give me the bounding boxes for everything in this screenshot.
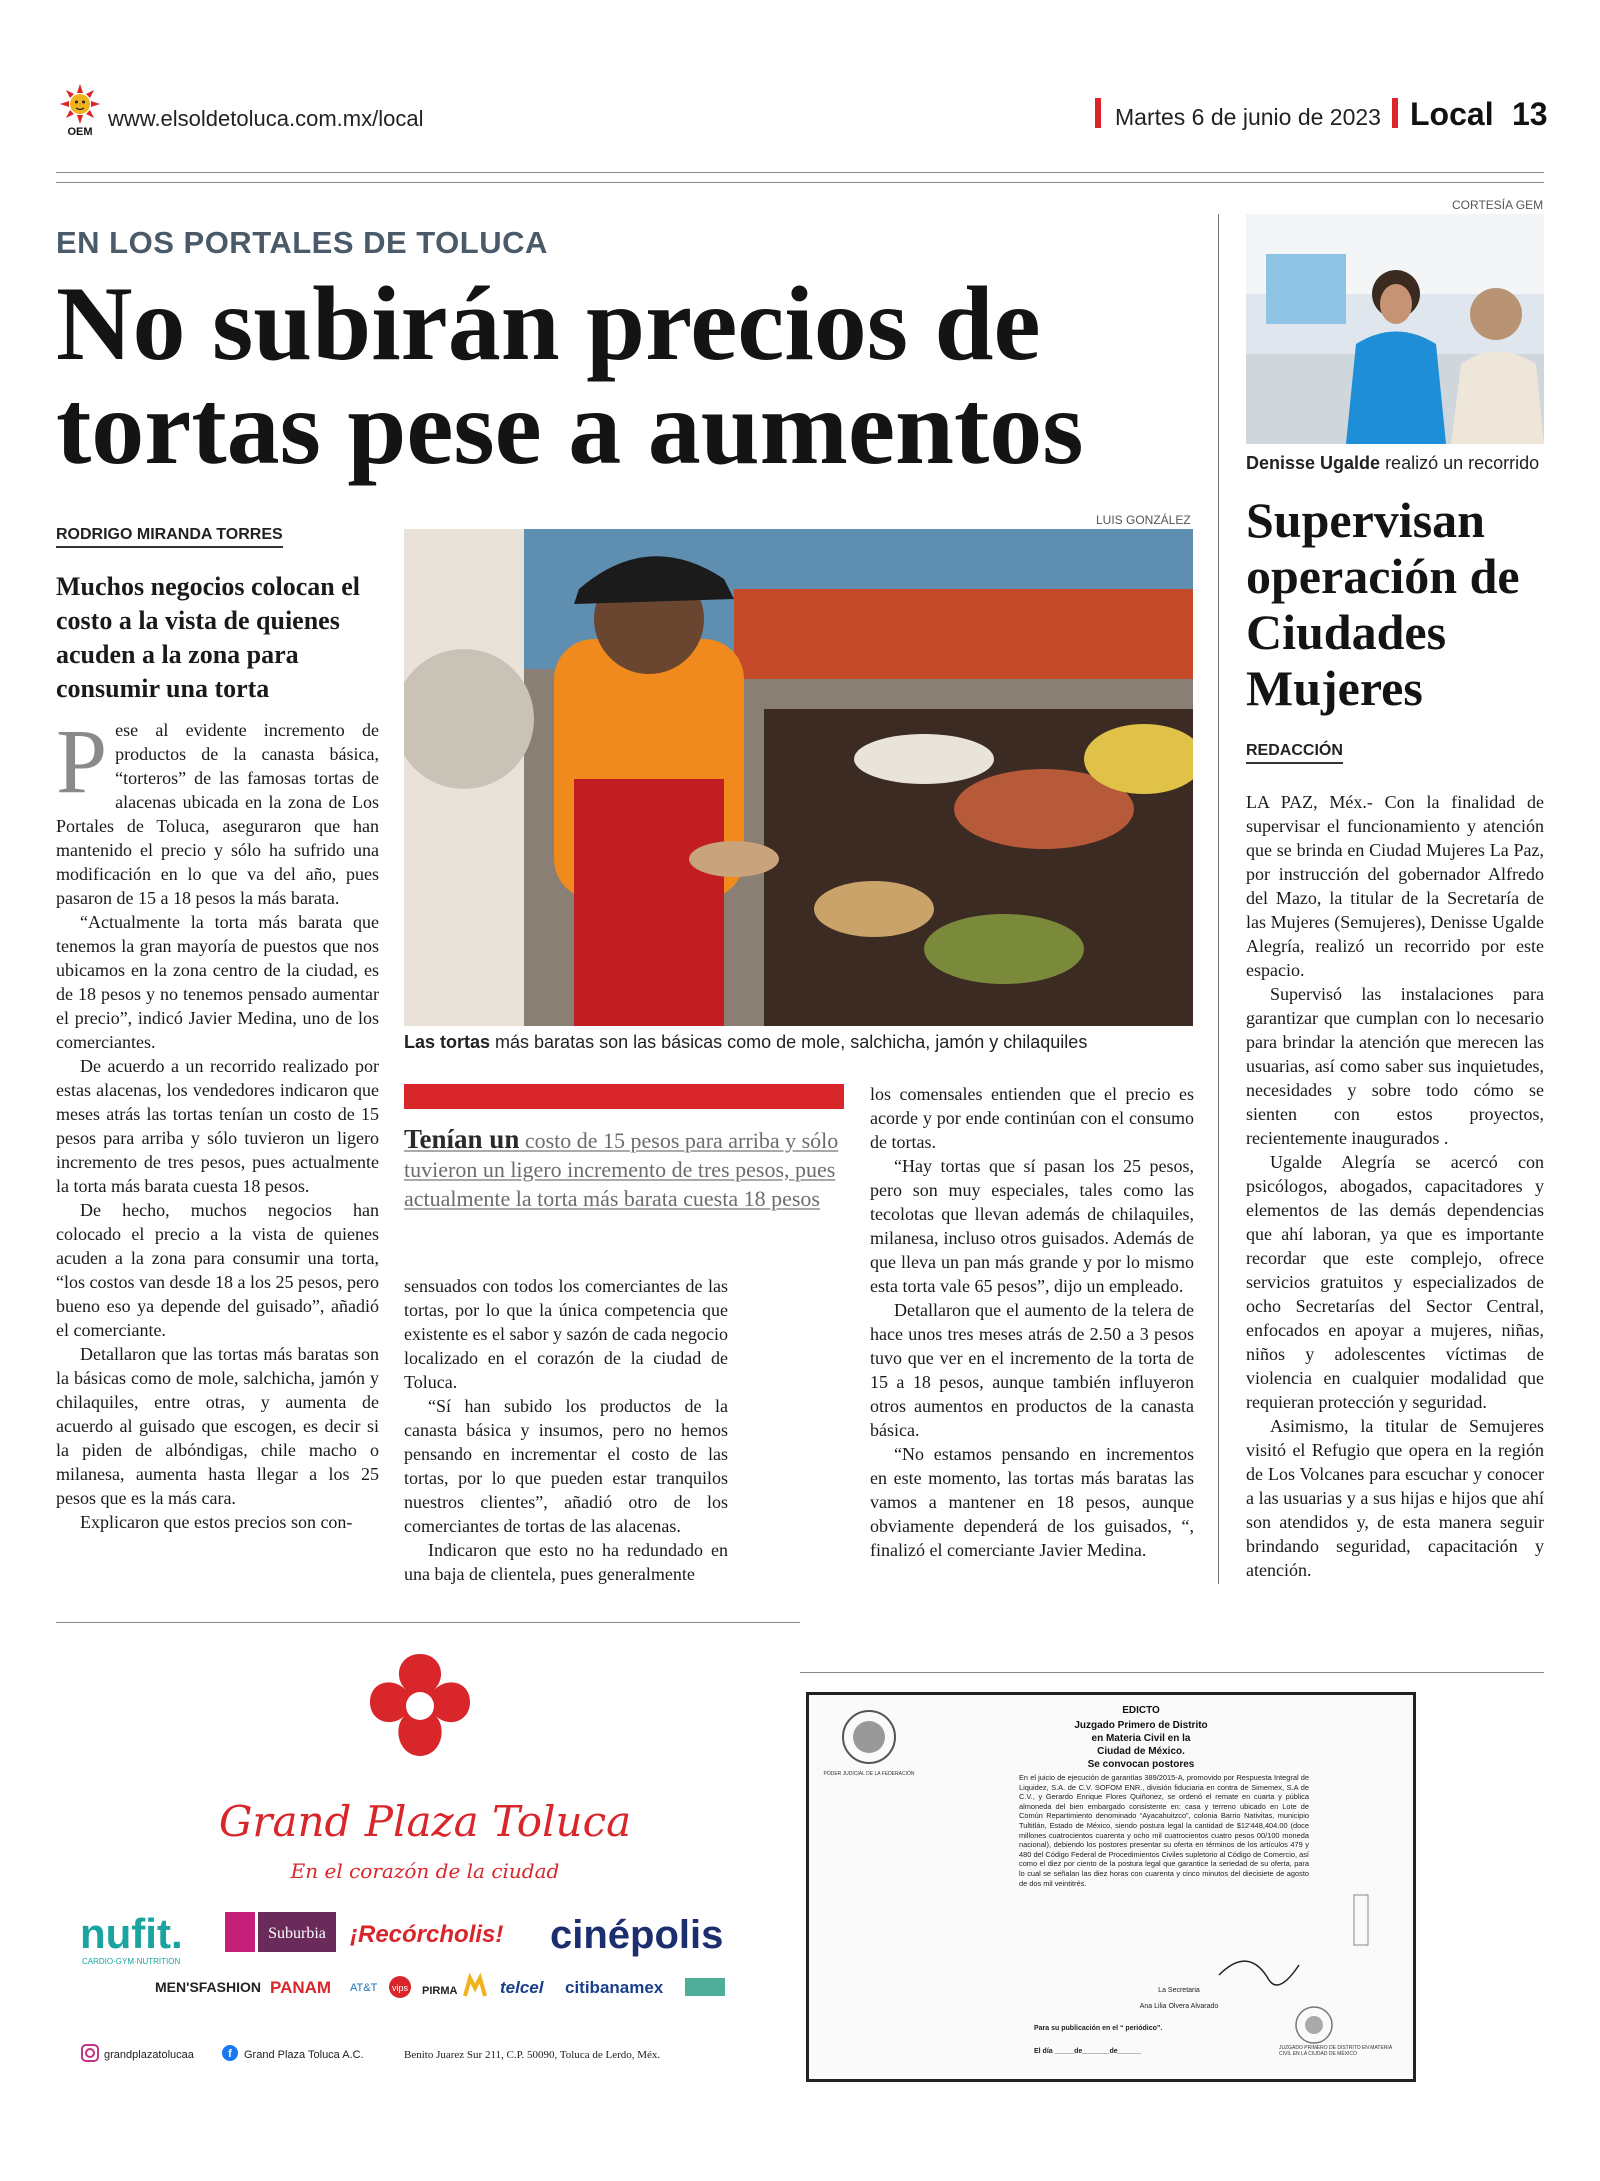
story-kicker: EN LOS PORTALES DE TOLUCA — [56, 225, 548, 260]
ad-facebook: Grand Plaza Toluca A.C. — [244, 2049, 364, 2061]
paragraph: Detallaron que el aumento de la telera de hace unos tres meses atrás de 2.50 a 3 pesos tuvo que ver en el incremento de la torta de 15 a 18 pesos, aunque también influyeron otros aumentos en productos de la canasta básica. — [870, 1300, 1194, 1440]
logo-label: OEM — [67, 126, 93, 138]
side-story-headline: Supervisan operación de Ciudades Mujeres — [1246, 492, 1520, 716]
court-line: Juzgado Primero de Distrito — [1074, 1720, 1208, 1731]
brand-cinepolis: cinépolis — [550, 1913, 724, 1957]
story-column-2 — [404, 1274, 728, 1586]
paragraph: sensuados con todos los comerciantes de las tortas, por lo que la única competencia que existente es el sabor y sazón de cada negocio localizado en el corazón de la ciudad de Toluca. — [404, 1276, 728, 1392]
story-column-1 — [56, 710, 379, 1534]
side-photo-credit: CORTESÍA GEM — [1452, 198, 1544, 212]
paragraph: Indicaron que esto no ha redundado en una baja de clientela, pues generalmente — [404, 1540, 728, 1584]
suburbia-mark — [225, 1912, 255, 1952]
site-url[interactable]: www.elsoldetoluca.com.mx/local — [108, 106, 424, 131]
paragraph: “No estamos pensando en incrementos en este momento, las tortas más baratas las vamos a mantener en 18 pesos, aunque obviamente dependerá de los guisados, “, finalizó el comerciante Javier Medina. — [870, 1444, 1194, 1560]
side-caption-text: realizó un recorrido — [1380, 453, 1540, 473]
header-rule — [56, 172, 1544, 173]
drop-cap: P — [56, 710, 108, 812]
brand-recorcholis: ¡Recórcholis! — [350, 1921, 504, 1948]
headline-line: tortas pese a aumentos — [56, 369, 1084, 486]
court-line: en Materia Civil en la — [1091, 1733, 1191, 1744]
ciudad-mujeres-photo — [1246, 214, 1544, 444]
brand-nufit-sub: CARDIO·GYM·NUTRITION — [82, 1957, 181, 1966]
paragraph: “Sí han subido los productos de la canasta básica y insumos, pero no hemos pensando en incrementar el costo de las tortas, por lo que pueden estar tranquilos nuestros clientes”, añadió otro de los comerciantes de tortas de las alacenas. — [404, 1396, 728, 1536]
paragraph: De hecho, muchos negocios han colocado el precio a la vista de quienes acuden a la zona para consumir una torta, “los costos van desde 18 a los 25 pesos, pero bueno eso ya depende del guisado”, añadió el comerciante. — [56, 1200, 379, 1340]
side-story-byline: REDACCIÓN — [1246, 742, 1343, 764]
torta-vendor-photo — [404, 529, 1193, 1026]
section-name: Local — [1410, 96, 1494, 132]
side-caption-lead: Denisse Ugalde — [1246, 453, 1381, 473]
edicto-canvas — [809, 1695, 1413, 2079]
caption-text: más baratas son las básicas como de mole, salchicha, jamón y chilaquiles — [490, 1032, 1088, 1052]
ad-mall-name: Grand Plaza Toluca — [218, 1797, 632, 1846]
side-photo-caption — [1246, 453, 1539, 474]
edicto-body: En el juicio de ejecución de garantías 389/2015-A, promovido por Respuesta Integral de Liquidez, S.A. de C.V. SOFOM ENR., división fiduciaria en contra de Simemex, S.A de C.V., y Gerardo Enrique Flores Quiñonez, se ordenó el remate en cuarta y pública almoneda del bien embargado consistente en: casa y terreno ubicado en Lote de Común Repartimiento denominado “Ayacahuitzco”, colonia Barrio Nativitas, municipio Tultitlán, Estado de México, siendo postura legal la cantidad de $12'448,404.00 (doce millones cuatrocientos cuarenta y ocho mil cuatrocientos cuatro pesos 00/100 moneda nacional), debiendo los postores presentar su oferta en términos de los artículos 479 y 480 del Código Federal de Procedimientos Civiles supletorio al Código de Comercio, así como el diez por ciento de la postura legal que garantice la seriedad de su oferta, para lo cual se señalan las diez horas con cuarenta y cinco minutos del diecisiete de agosto de dos mil veintitrés. — [1019, 1773, 1309, 1888]
date-line: El día _____de_______de______ — [1034, 2048, 1142, 2055]
brand-telcel: telcel — [500, 1978, 544, 1997]
court-line: Ciudad de México. — [1097, 1746, 1185, 1757]
story-deck: Muchos negocios colocan el costo a la vista de quienes acuden a la zona para consumir una torta — [56, 572, 361, 703]
side-story-body — [1246, 790, 1544, 1582]
ad-instagram: grandplazatolucaa — [104, 2049, 194, 2061]
paragraph: Explicaron que estos precios son con- — [80, 1512, 353, 1532]
edicto-title: EDICTO — [1122, 1705, 1160, 1716]
ad-address: Benito Juarez Sur 211, C.P. 50090, Toluca de Lerdo, Méx. — [404, 2049, 661, 2061]
edicto-notice — [806, 1692, 1416, 2082]
pullquote-text: costo de 15 pesos para arriba y sólo tuvieron un ligero incremento de tres pesos, pues actualmente la torta más barata cuesta 18 pesos — [404, 1128, 839, 1211]
facebook-icon — [222, 2045, 238, 2061]
paragraph: “Hay tortas que sí pasan los 25 pesos, pero son muy especiales, tales como las tecolotas que llevan además de chilaquiles, milanesa, incluso otros guisados. Además de que lleva un pan más grande y por lo mismo esta torta vale 65 pesos”, dijo un empleado. — [870, 1156, 1194, 1296]
brand-pirma: PIRMA — [422, 1985, 458, 1997]
paragraph: Supervisó las instalaciones para garantizar que cumplan con lo necesario para brindar la atención que merecen las usuarias, así como saber sus inquietudes, necesidades y sobre todo cómo se sienten con estos proyectos, recientemente inaugurados . — [1246, 984, 1544, 1148]
paragraph: los comensales entienden que el precio es acorde y por ende continúan con el consumo de tortas. — [870, 1084, 1194, 1152]
paragraph: Detallaron que las tortas más baratas son la básicas como de mole, salchicha, jamón y chilaquiles, entre otras, y aumenta de acuerdo al guisado que escogen, es decir si la piden de albóndigas, chile macho o milanesa, aumenta hasta llegar a los 25 pesos que es la más cara. — [56, 1344, 379, 1508]
svg-text:f: f — [228, 2048, 232, 2060]
side-stamp — [1354, 1895, 1368, 1945]
court-line: Se convocan postores — [1087, 1759, 1195, 1770]
page-number: 13 — [1512, 96, 1548, 132]
story-byline: RODRIGO MIRANDA TORRES — [56, 526, 283, 548]
paragraph: “Actualmente la torta más barata que tenemos la gran mayoría de puestos que nos ubicamos en la zona centro de la ciudad, es de 18 pesos y no tenemos pensado aumentar el precio”, indicó Javier Medina, uno de los comerciantes. — [56, 912, 379, 1052]
publication-note: Para su publicación en el “ periódico”. — [1034, 2025, 1163, 2032]
story-headline — [56, 265, 1226, 486]
extra-brand-badge — [685, 1978, 725, 1996]
ad-top-rule — [56, 1622, 800, 1623]
paragraph: Ugalde Alegría se acercó con psicólogos, abogados, capacitadores y elementos de las demás dependencias que ahí laboran, ya que es importante recordar que este complejo, ofrece servicios gratuitos y especializados de ocho Secretarías del Sector Central, enfocados en apoyar a mujeres, niñas, niños y adolescentes víctimas de violencia en cualquier modalidad que requieran protección y seguridad. — [1246, 1152, 1544, 1412]
photo-credit: LUIS GONZÁLEZ — [1096, 513, 1191, 527]
headline-line: No subirán precios de — [56, 265, 1041, 382]
brand-panam: PANAM — [270, 1978, 332, 1997]
header-red-bar — [1392, 98, 1398, 128]
mexico-seal-icon — [843, 1711, 895, 1763]
brand-citibanamex: citibanamex — [565, 1978, 664, 1997]
caption-lead: Las tortas — [404, 1032, 491, 1052]
brand-att: AT&T — [350, 1982, 378, 1994]
ad-tagline: En el corazón de la ciudad — [290, 1859, 560, 1883]
story-column-3 — [870, 1082, 1194, 1562]
grand-plaza-ad[interactable] — [60, 1636, 790, 2091]
sign-title: La Secretaria — [1158, 1987, 1200, 1994]
paragraph: Asimismo, la titular de Semujeres visitó el Refugio que opera en la región de Los Volcanes para escuchar y conocer a las usuarias y a sus hijas e hijos que ahí son atendidos y, de esta manera seguir brindando seguridad, capacitación y atención. — [1246, 1416, 1544, 1580]
pullquote — [404, 1125, 840, 1213]
brand-vips: vips — [391, 1983, 409, 1993]
ad-top-rule — [800, 1672, 1544, 1673]
seal-caption: PODER JUDICIAL DE LA FEDERACIÓN — [823, 1771, 915, 1777]
column-divider — [1218, 214, 1219, 1584]
brand-nufit: nufit. — [80, 1910, 183, 1957]
paragraph: ese al evidente incremento de productos de la canasta básica, “torteros” de las famosas tortas de alacenas ubicada en la zona de Los Portales de Toluca, aseguraron que han mantenido el precio y sólo ha sufrido una modificación en lo que va del año, pues pasaron de 15 a 18 pesos la más barata. — [56, 720, 379, 908]
stamp-text: JUZGADO PRIMERO DE DISTRITO EN MATERIA CIVIL EN LA CIUDAD DE MÉXICO — [1279, 2045, 1392, 2057]
paragraph: De acuerdo a un recorrido realizado por estas alacenas, los vendedores indicaron que meses atrás las tortas tenían un costo de 15 pesos para arriba y sólo tuvieron un ligero incremento de tres pesos, pues actualmente la torta más barata cuesta 18 pesos. — [56, 1056, 379, 1196]
paragraph: LA PAZ, Méx.- Con la finalidad de supervisar el funcionamiento y atención que se brinda en Ciudad Mujeres La Paz, por instrucción del gobernador Alfredo del Mazo, la titular de la Secretaría de las Mujeres (Semujeres), Denisse Ugalde Alegría, realizó un recorrido por este espacio. — [1246, 792, 1544, 980]
issue-date: Martes 6 de junio de 2023 — [1115, 104, 1381, 130]
sign-name: Ana Lilia Olvera Alvarado — [1139, 2003, 1219, 2010]
pullquote-red-bar — [404, 1084, 844, 1109]
brand-mensfashion: MEN'SFASHION — [155, 1979, 262, 1995]
brand-suburbia: Suburbia — [268, 1925, 326, 1942]
court-stamp-icon — [1296, 2007, 1332, 2043]
photo-caption — [404, 1032, 1087, 1053]
pullquote-lead: Tenían un — [404, 1124, 520, 1154]
header-red-bar — [1095, 98, 1101, 128]
sun-logo-icon — [56, 82, 104, 138]
header-rule — [56, 182, 1544, 183]
